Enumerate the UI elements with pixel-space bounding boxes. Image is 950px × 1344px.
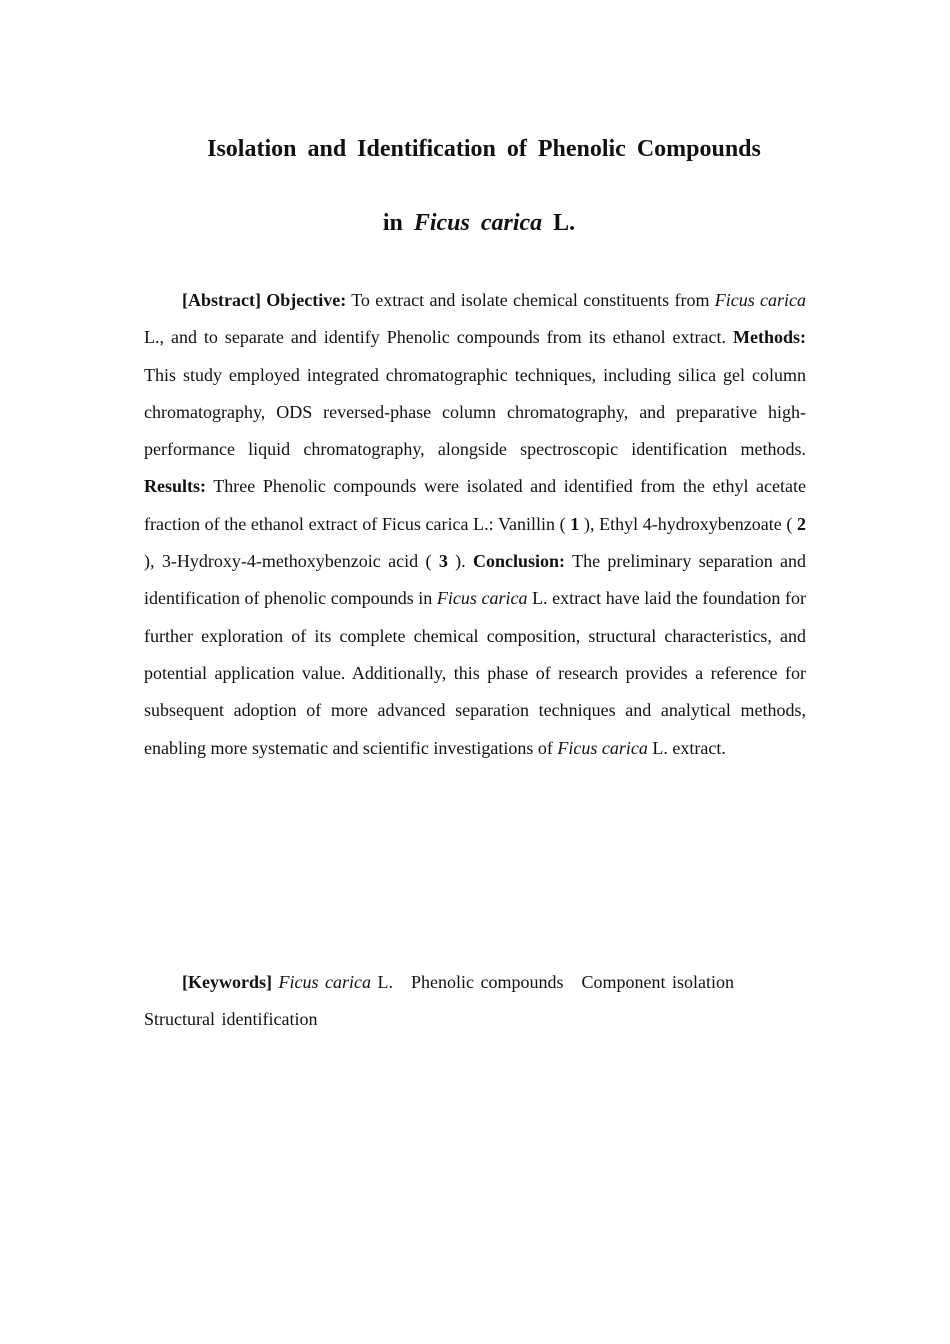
results-text-2: ), Ethyl 4-hydroxybenzoate ( xyxy=(583,513,793,534)
keyword-2: Phenolic compounds xyxy=(410,972,564,992)
title-text: Isolation and Identification of Phenolic Compounds xyxy=(207,136,761,162)
compound-3-label: 3 xyxy=(438,551,448,572)
paper-title-line-2 xyxy=(148,206,810,240)
keywords-label: [Keywords] xyxy=(182,972,272,992)
objective-species: Ficus carica xyxy=(714,290,806,310)
methods-label: Methods: xyxy=(733,327,806,348)
keyword-1-suffix: L. xyxy=(377,972,393,992)
paper-title-line-1 xyxy=(134,132,834,166)
compound-1-label: 1 xyxy=(570,513,580,534)
title-prefix: in xyxy=(382,210,403,236)
title-suffix: L. xyxy=(553,210,576,236)
conclusion-text-1: The preliminary separation and identification of phenolic compounds in xyxy=(144,551,807,609)
objective-text-1: To extract and isolate chemical constituents from xyxy=(351,290,710,310)
results-text-3: ), 3-Hydroxy-4-methoxybenzoic acid ( xyxy=(144,551,432,572)
results-text-1: Three Phenolic compounds were isolated and identified from the ethyl acetate fraction of the ethanol extract of Ficus carica L.: Vanillin ( xyxy=(144,476,807,534)
abstract-paragraph xyxy=(144,282,806,767)
conclusion-species-1: Ficus carica xyxy=(436,588,528,609)
title-species: Ficus carica xyxy=(413,210,543,236)
results-text-4: ). xyxy=(455,551,466,572)
conclusion-label: Conclusion: xyxy=(473,551,566,572)
objective-text-2: L., and to separate and identify Phenolic compounds from its ethanol extract. xyxy=(144,327,727,348)
results-label: Results: xyxy=(144,476,206,497)
keyword-4: Structural identification xyxy=(144,1009,318,1029)
conclusion-text-3: L. extract. xyxy=(652,737,726,758)
methods-text: This study employed integrated chromatographic techniques, including silica gel column chromatography, ODS reversed-phase column chromatography, and preparative high-performance liquid chromatography, alongside spectroscopic identification methods. xyxy=(144,364,806,460)
keyword-3: Component isolation xyxy=(581,972,734,992)
abstract-label: [Abstract] xyxy=(182,290,261,310)
conclusion-species-2: Ficus carica xyxy=(557,737,648,758)
compound-2-label: 2 xyxy=(797,513,807,534)
keywords-paragraph xyxy=(144,964,806,1038)
keyword-1-species: Ficus carica xyxy=(278,972,371,992)
objective-label: Objective: xyxy=(266,290,347,310)
conclusion-text-2: L. extract have laid the foundation for further exploration of its complete chemical composition, structural characteristics, and potential application value. Additionally, this phase of research provides a reference for subsequent adoption of more advanced separation techniques and analytical methods, enabling more systematic and scientific investigations of xyxy=(144,588,806,758)
